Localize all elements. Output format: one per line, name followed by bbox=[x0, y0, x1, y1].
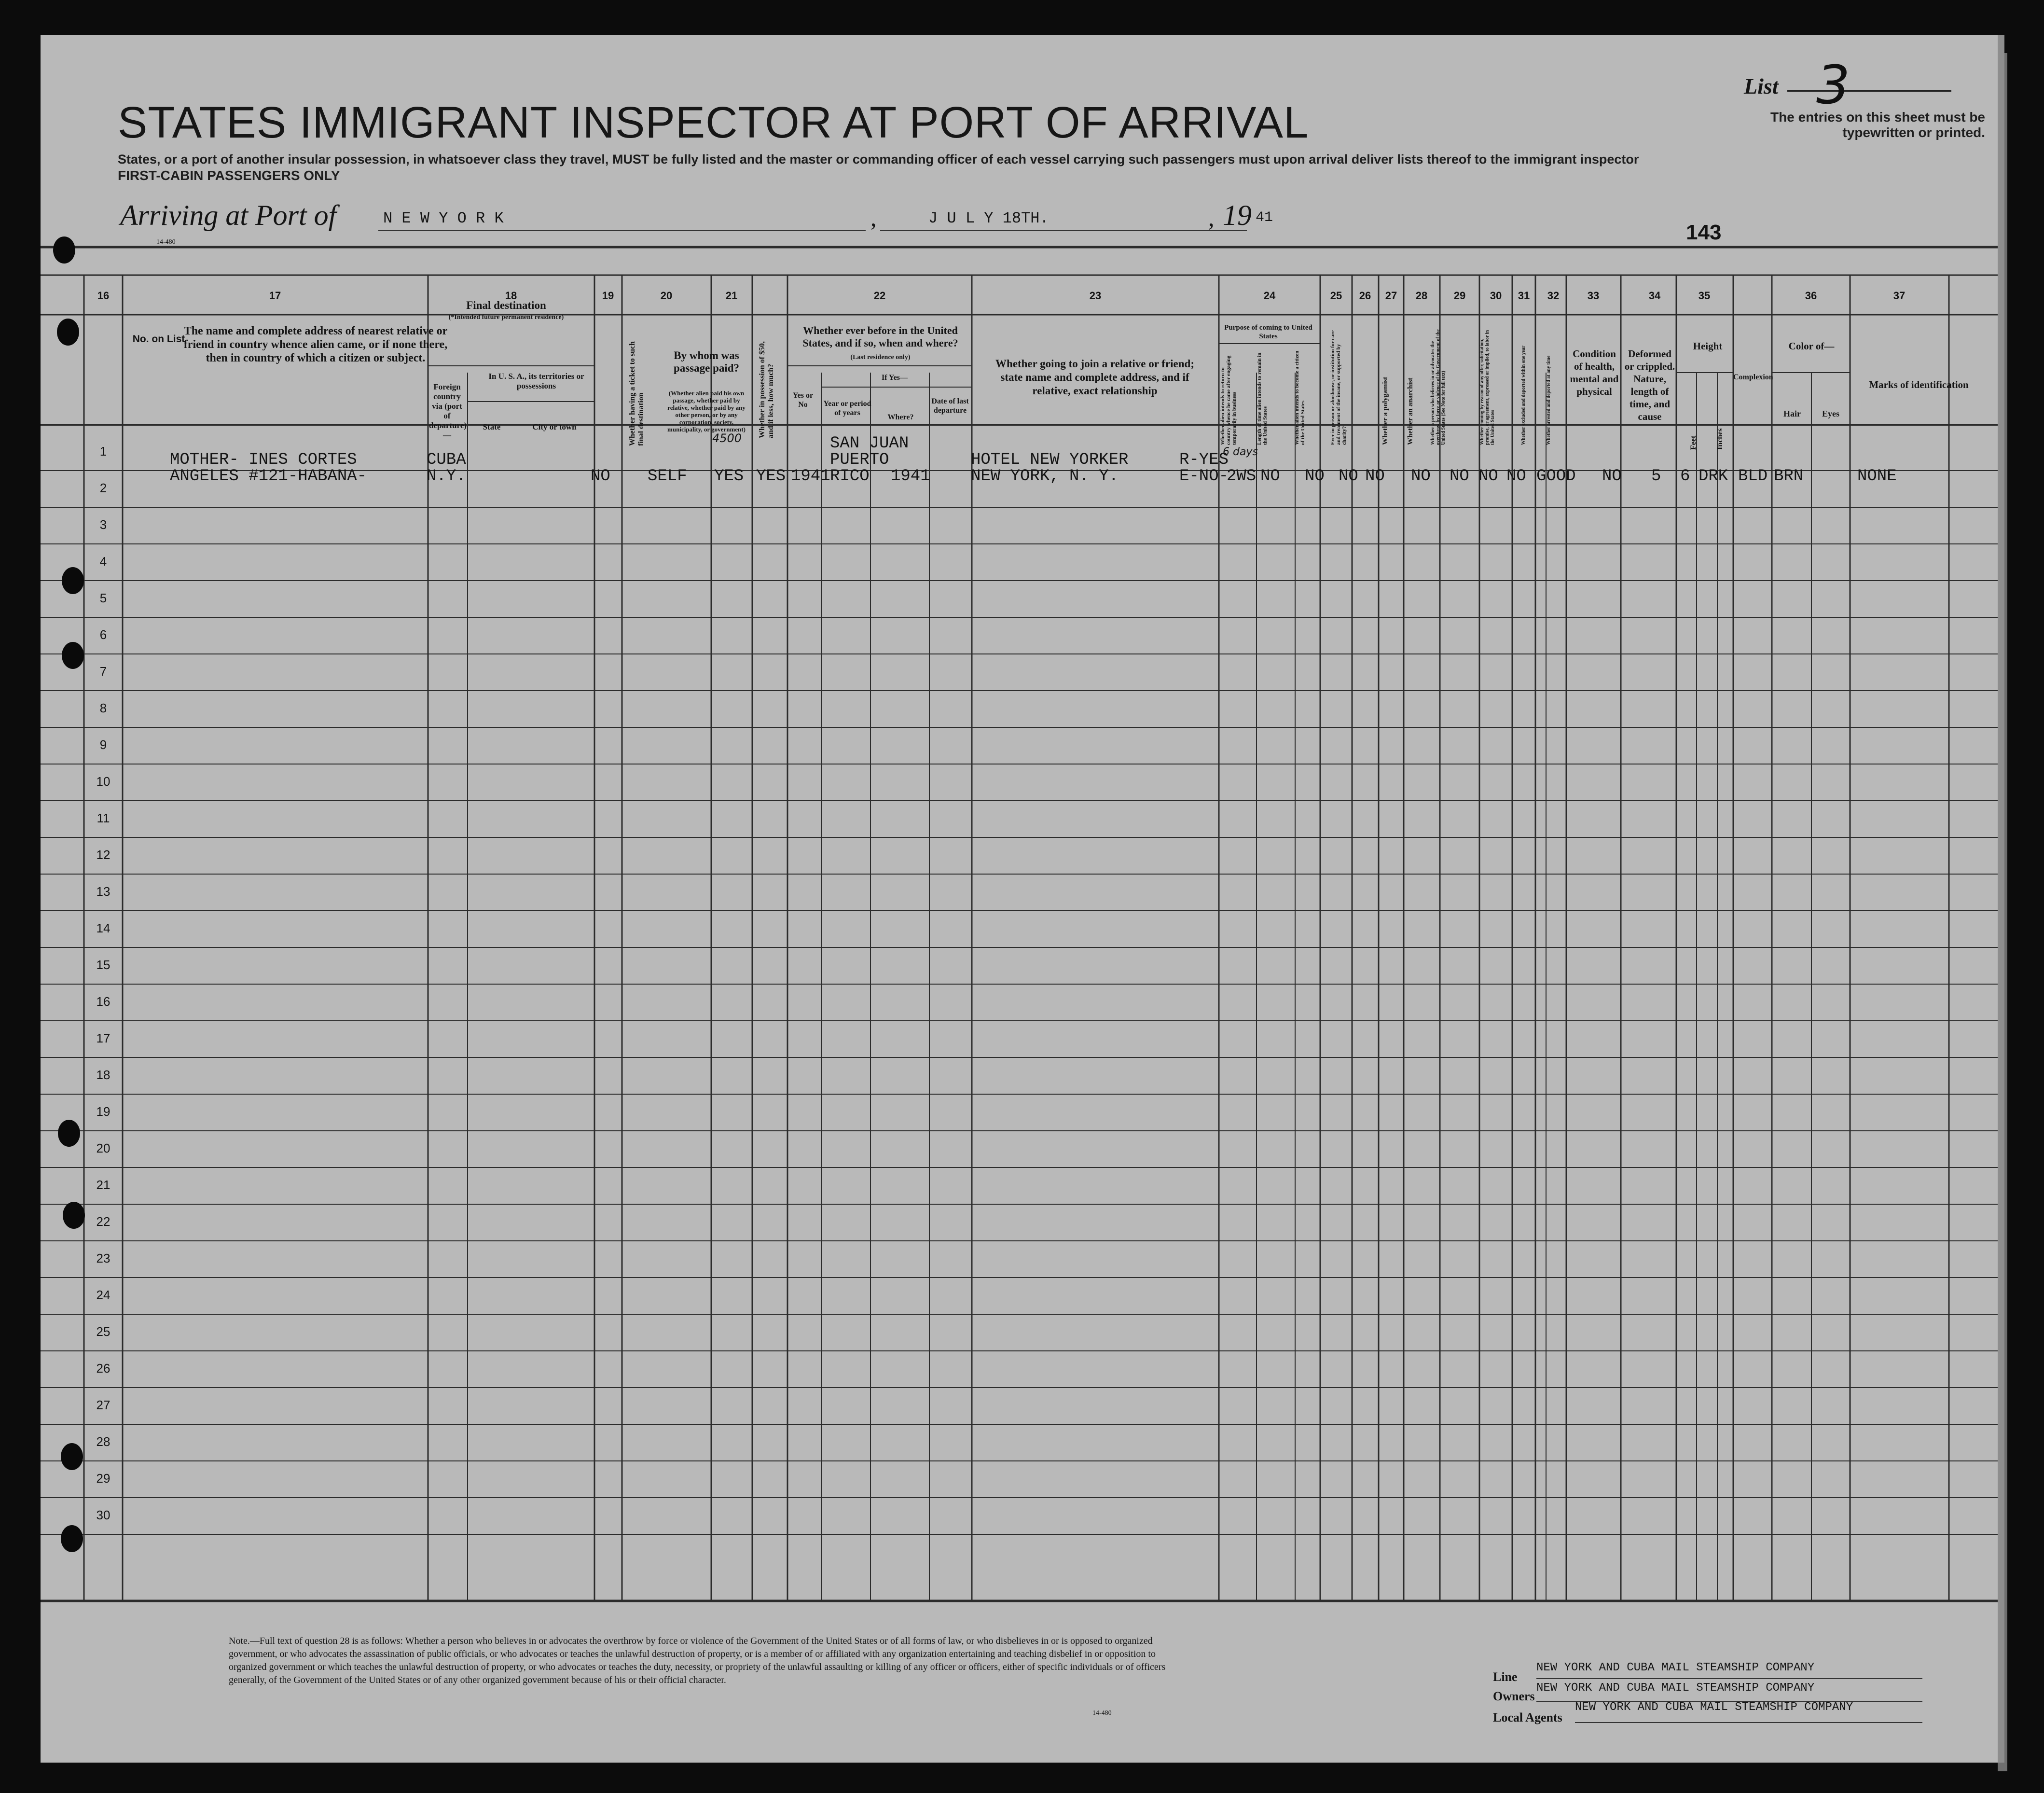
entry-hair: BLD bbox=[1738, 467, 1768, 486]
punch-hole bbox=[62, 567, 84, 594]
row-number: 22 bbox=[96, 1214, 110, 1229]
entry-polygamist: NO bbox=[1339, 467, 1358, 486]
row-number: 12 bbox=[96, 848, 110, 862]
header-in-usa: In U. S. A., its territories or possessions bbox=[488, 372, 584, 390]
column-number: 32 bbox=[1547, 290, 1560, 302]
entry-paid-by: SELF bbox=[648, 467, 687, 486]
column-number: 25 bbox=[1330, 290, 1342, 302]
punch-hole bbox=[57, 319, 79, 346]
entry-year: 1941 bbox=[791, 467, 830, 486]
header-yes-no: Yes or No bbox=[792, 391, 814, 409]
column-number: 19 bbox=[602, 290, 614, 302]
entry-purpose-stay: 2WS bbox=[1227, 467, 1257, 486]
entry-relative-line2: ANGELES #121-HABANA- bbox=[170, 467, 367, 486]
entry-prison: NO bbox=[1305, 467, 1325, 486]
row-number: 25 bbox=[96, 1324, 110, 1339]
entry-annotation-days: 6 days bbox=[1223, 446, 1258, 458]
entry-departure: 1941 bbox=[891, 467, 930, 486]
row-number: 28 bbox=[96, 1434, 110, 1449]
punch-hole bbox=[62, 642, 84, 669]
header-eyes: Eyes bbox=[1822, 409, 1839, 418]
entry-feet: 5 bbox=[1651, 467, 1661, 486]
row-number: 8 bbox=[99, 701, 107, 715]
arriving-label: Arriving at Port of bbox=[120, 199, 337, 231]
column-number: 35 bbox=[1698, 290, 1711, 302]
header-color-of: Color of— bbox=[1788, 340, 1835, 352]
entry-relative-line1: MOTHER- INES CORTES bbox=[170, 451, 357, 469]
row-number: 5 bbox=[99, 591, 107, 605]
footer-form-code: 14-480 bbox=[1092, 1710, 1112, 1717]
owners-label: Owners bbox=[1493, 1689, 1535, 1703]
header-marks: Marks of identification bbox=[1869, 379, 1969, 390]
header-passage-paid: By whom was passage paid? bbox=[673, 349, 740, 374]
page-number: 143 bbox=[1686, 221, 1722, 244]
header-join-relative: Whether going to join a relative or friend; state name and complete address, and if relative, exact relationship bbox=[995, 358, 1195, 397]
row-number: 30 bbox=[96, 1508, 110, 1522]
header-health: Condition of health, mental and physical bbox=[1570, 348, 1619, 397]
year-suffix: 41 bbox=[1256, 209, 1273, 226]
row-number: 20 bbox=[96, 1141, 110, 1155]
header-prison: Ever in prison or almshouse, or institution for care and treatment of the insane, or supported by charity? bbox=[1330, 330, 1347, 445]
manifest-sheet bbox=[41, 35, 2004, 1763]
entry-where-line1: SAN JUAN bbox=[830, 434, 909, 453]
header-ever-before-note: (Last residence only) bbox=[850, 354, 911, 361]
typewritten-note: The entries on this sheet must be typewritten or printed. bbox=[1770, 110, 1985, 140]
row-number: 27 bbox=[96, 1398, 110, 1412]
row-number: 10 bbox=[96, 774, 110, 789]
header-purpose: Purpose of coming to United States bbox=[1224, 324, 1312, 340]
entry-citizen: NO bbox=[1260, 467, 1280, 486]
column-number: 22 bbox=[873, 290, 886, 302]
header-feet: Feet bbox=[1689, 435, 1698, 450]
row-number: 16 bbox=[96, 994, 110, 1009]
entry-annotation-money: 4500 bbox=[712, 431, 742, 445]
header-passage-paid-note: (Whether alien paid his own passage, whether paid by relative, whether paid by any other person, or by any corporation, society, municipality, or government) bbox=[667, 389, 746, 433]
header-purpose-citizen: Whether alien intends to become a citizen of the United States bbox=[1294, 350, 1306, 445]
agents-value: NEW YORK AND CUBA MAIL STEAMSHIP COMPANY bbox=[1575, 1701, 1853, 1714]
form-code: 14-480 bbox=[156, 238, 176, 246]
header-nearest-relative: The name and complete address of nearest relative or friend in country whence alien came, or if none there, then in country of which a citizen or subject. bbox=[183, 325, 448, 364]
arrival-port: N E W Y O R K bbox=[383, 209, 504, 227]
list-number: 3 bbox=[1816, 54, 1850, 116]
column-number: 20 bbox=[660, 290, 673, 302]
header-purpose-return: Whether alien intends to return to country whence he came after engaging temporarily in business bbox=[1220, 355, 1237, 445]
column-number: 28 bbox=[1415, 290, 1428, 302]
entry-join-line2: NEW YORK, N. Y. bbox=[971, 467, 1119, 486]
comma: , bbox=[870, 204, 877, 231]
column-number: 16 bbox=[97, 290, 110, 302]
row-number: 29 bbox=[96, 1471, 110, 1486]
entry-foreign-line1: CUBA bbox=[427, 451, 466, 469]
row-number: 1 bbox=[99, 444, 107, 459]
header-possession-50: Whether in possession of $50, and if less, how much? bbox=[758, 341, 775, 438]
header-anarchist: Whether an anarchist bbox=[1407, 377, 1414, 445]
column-number: 24 bbox=[1263, 290, 1276, 302]
punch-hole bbox=[63, 1202, 85, 1229]
row-number: 24 bbox=[96, 1288, 110, 1302]
row-number: 2 bbox=[99, 481, 107, 495]
header-ticket: Whether having a ticket to such final destination bbox=[628, 341, 645, 446]
column-number: 26 bbox=[1359, 290, 1371, 302]
row-number: 17 bbox=[96, 1031, 110, 1045]
header-if-yes: If Yes— bbox=[881, 374, 908, 382]
header-question-30: Whether excluded and deported within one year bbox=[1521, 346, 1526, 445]
entry-where-line3: RICO bbox=[830, 467, 870, 486]
year-prefix: 19 bbox=[1223, 199, 1252, 231]
entry-anarchist: NO bbox=[1365, 467, 1385, 486]
row-number: 3 bbox=[99, 517, 107, 532]
row-number: 11 bbox=[97, 811, 110, 825]
line-label: Line bbox=[1493, 1670, 1518, 1684]
column-number: 30 bbox=[1490, 290, 1502, 302]
row-number: 21 bbox=[96, 1178, 110, 1192]
entry-health: GOOD bbox=[1536, 467, 1576, 486]
entry-question-29: NO bbox=[1450, 467, 1469, 486]
comma-2: , bbox=[1208, 204, 1215, 231]
entry-deformed: NO bbox=[1602, 467, 1622, 486]
header-complexion: Complexion bbox=[1733, 373, 1773, 381]
entry-inches: 6 bbox=[1680, 467, 1690, 486]
column-number: 36 bbox=[1805, 290, 1817, 302]
entry-question-28: NO bbox=[1411, 467, 1431, 486]
header-hair: Hair bbox=[1783, 409, 1801, 418]
column-number: 21 bbox=[725, 290, 738, 302]
entry-complexion: DRK bbox=[1699, 467, 1728, 486]
entry-join-line1: HOTEL NEW YORKER bbox=[971, 451, 1129, 469]
header-state: State bbox=[483, 422, 501, 431]
header-question-31: Whether arrested and deported at any time bbox=[1546, 355, 1551, 445]
entry-before: YES bbox=[756, 467, 786, 486]
form-subtitle: States, or a port of another insular possession, in whatsoever class they travel, MUST be fully listed and the master or commanding officer of each vessel carrying such passengers must upon arrival deliver lists thereof to the immigrant inspector bbox=[118, 152, 1639, 167]
column-number: 37 bbox=[1893, 290, 1906, 302]
column-number: 29 bbox=[1453, 290, 1466, 302]
row-number: 15 bbox=[96, 958, 110, 972]
entry-question-30: NO bbox=[1478, 467, 1498, 486]
row-number: 4 bbox=[99, 554, 107, 569]
row-number: 13 bbox=[96, 884, 110, 899]
entry-ticket: NO bbox=[591, 467, 610, 486]
line-value: NEW YORK AND CUBA MAIL STEAMSHIP COMPANY bbox=[1536, 1661, 1815, 1674]
entry-where-line2: PUERTO bbox=[830, 451, 889, 469]
row-number: 23 bbox=[96, 1251, 110, 1265]
header-deformed: Deformed or crippled. Nature, length of time, and cause bbox=[1624, 348, 1675, 422]
entry-foreign-line2: N.Y. bbox=[427, 467, 466, 486]
column-number: 34 bbox=[1648, 290, 1661, 302]
header-question-29: Whether coming by reason of any offer, solicitation, promise, or agreement, expressed or implied, to labor in the United States bbox=[1479, 330, 1495, 445]
row-number: 18 bbox=[96, 1068, 110, 1082]
header-year-period: Year or period of years bbox=[823, 400, 871, 417]
arrival-date: J U L Y 18TH. bbox=[928, 209, 1049, 227]
header-final-destination: Final destination bbox=[466, 299, 546, 311]
entry-marks: NONE bbox=[1857, 467, 1897, 486]
header-polygamist: Whether a polygamist bbox=[1381, 376, 1389, 445]
header-inches: Inches bbox=[1716, 428, 1724, 450]
header-foreign-country: Foreign country via (port of departure)— bbox=[429, 382, 467, 440]
column-number: 27 bbox=[1385, 290, 1397, 302]
entry-purpose-line2: E-NO- bbox=[1179, 467, 1229, 486]
form-subtitle-2: FIRST-CABIN PASSENGERS ONLY bbox=[118, 168, 340, 183]
list-label: List bbox=[1744, 74, 1779, 98]
row-number: 26 bbox=[96, 1361, 110, 1376]
form-title: STATES IMMIGRANT INSPECTOR AT PORT OF ARRIVAL bbox=[118, 98, 1309, 147]
header-final-destination-note: (*Intended future permanent residence) bbox=[448, 314, 564, 321]
agents-underline bbox=[1575, 1722, 1922, 1723]
header-height: Height bbox=[1693, 340, 1723, 352]
column-number: 33 bbox=[1587, 290, 1600, 302]
header-question-28: Whether a person who believes in or advocates the overthrow by force or violence of the Government of the United States (See Note for full text) bbox=[1430, 329, 1446, 445]
row-number: 7 bbox=[99, 664, 107, 679]
punch-hole bbox=[58, 1120, 80, 1147]
header-where: Where? bbox=[887, 413, 914, 421]
agents-label: Local Agents bbox=[1493, 1710, 1562, 1724]
row-number: 6 bbox=[99, 627, 107, 642]
line-underline bbox=[1536, 1678, 1922, 1679]
punch-hole bbox=[53, 236, 75, 264]
column-number: 31 bbox=[1518, 290, 1530, 302]
column-number: 23 bbox=[1089, 290, 1102, 302]
entry-purpose-line1: R-YES bbox=[1179, 451, 1229, 469]
punch-hole bbox=[61, 1525, 83, 1552]
header-city: City or town bbox=[532, 422, 577, 431]
header-ever-before: Whether ever before in the United States, and if so, when and where? bbox=[802, 324, 958, 349]
entry-question-31: NO bbox=[1506, 467, 1526, 486]
row-number: 19 bbox=[96, 1104, 110, 1119]
row-number: 14 bbox=[96, 921, 110, 935]
column-number: 17 bbox=[269, 290, 281, 302]
header-date-departure: Date of last departure bbox=[931, 397, 969, 415]
entry-eyes: BRN bbox=[1774, 467, 1804, 486]
column-number: 18 bbox=[505, 290, 517, 302]
owners-value: NEW YORK AND CUBA MAIL STEAMSHIP COMPANY bbox=[1536, 1682, 1815, 1695]
header-no-on-list: No. on List bbox=[132, 334, 185, 345]
row-number: 9 bbox=[99, 737, 107, 752]
header-purpose-length: Length of time alien intends to remain in the United States bbox=[1257, 352, 1268, 445]
entry-money: YES bbox=[714, 467, 744, 486]
question-28-note: Note.—Full text of question 28 is as follows: Whether a person who believes in or advocates the overthrow by force or violence of the Government of the United States or of all forms of law, or who disbelieves in or is opposed to organized government, or who advocates the assassination of public officials, or who advocates or teaches the unlawful destruction of property, or is a member of or affiliated with any organization entertaining and teaching disbelief in or opposition to organized government or which teaches the unlawful destruction of property, or who advocates or teaches the duty, necessity, or propriety of the unlawful assaulting or killing of any officer or officers, either of specific individuals or of officers generally, of the Government of the United States or of any other organized government because of his or their official character. bbox=[229, 1636, 1166, 1685]
punch-hole bbox=[61, 1443, 83, 1470]
